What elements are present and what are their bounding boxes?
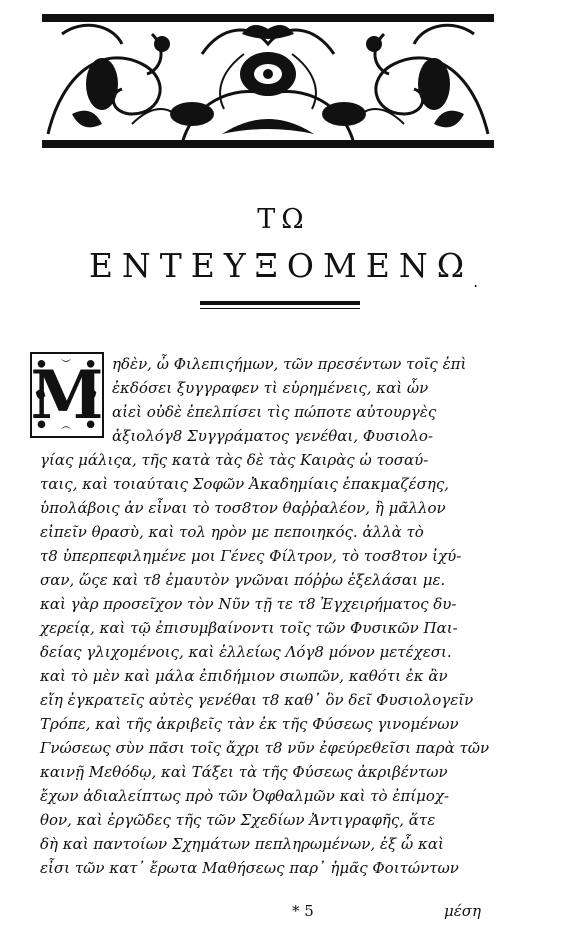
text-line-indented bbox=[112, 400, 488, 424]
text-line: δείας γλιχομένοις, καὶ ἑλλείως Λόγ8 μόνον μετέχεσι. bbox=[40, 643, 452, 661]
text-line: χερείᾳ, καὶ τῷ ἐπισυμβαίνοντι τοῖς τῶν Φυσικῶν Παι- bbox=[40, 619, 458, 637]
text-line: εἶσι τῶν κατ᾽ ἔρωτα Μαθήσεως παρ᾽ ἡμᾶς Φοιτώντων bbox=[40, 859, 459, 877]
heading-rule-thick bbox=[200, 301, 360, 305]
page-footer bbox=[0, 902, 567, 926]
text-line-full bbox=[40, 544, 490, 568]
text-line: καὶ γὰρ προσεῖχον τὸν Νῦν τῇ τε τ8 Ἐγχειρήματος δυ- bbox=[40, 595, 457, 613]
text-line: καινῇ Μεθόδῳ, καὶ Τάξει τὰ τῆς Φύσεως ἀκριβέντων bbox=[40, 763, 448, 781]
text-line: Γνώσεως σὺν πᾶσι τοῖς ἄχρι τ8 νῦν ἐφεύρεθεῖσι παρὰ τῶν bbox=[40, 739, 490, 757]
text-line: ἀξιολόγ8 Συγγράματος γενέθαι, Φυσιολο- bbox=[112, 427, 434, 445]
text-line: ἔχων ἀδιαλείπτως πρὸ τῶν Ὀφθαλμῶν καὶ τὸ ἐπίμοχ- bbox=[40, 787, 450, 805]
text-line: θον, καὶ ἐργῶδες τῆς τῶν Σχεδίων Ἀντιγραφῆς, ἅτε bbox=[40, 811, 436, 829]
text-line: εἰπεῖν θρασὺ, καὶ τολ ηρὸν με πεποιηκός. ἀλλὰ τὸ bbox=[40, 523, 424, 541]
text-line-indented bbox=[112, 376, 488, 400]
text-line-full bbox=[40, 472, 490, 496]
text-line: εἴη ἐγκρατεῖς αὐτὲς γενέθαι τ8 καθ᾽ ὃν δεῖ Φυσιολογεῖν bbox=[40, 691, 474, 709]
heading-rule-thin bbox=[200, 308, 360, 309]
text-line-full bbox=[40, 736, 490, 760]
text-line: ἐκδόσει ξυγγραφεν τὶ εὑρημένεις, καὶ ὧν bbox=[112, 379, 429, 397]
heading-rule bbox=[200, 298, 360, 312]
text-line: σαν, ὥςε καὶ τ8 ἐμαυτὸν γνῶναι πόῤῥω ἐξελάσαι με. bbox=[40, 571, 446, 589]
signature-mark: * 5 bbox=[292, 902, 314, 920]
text-line: Τρόπε, καὶ τῆς ἀκριβεῖς τὰν ἐκ τῆς Φύσεως γινομένων bbox=[40, 715, 459, 733]
text-line: ηδὲν, ὦ Φιλεπιςήμων, τῶν πρεσέντων τοῖς ἐπὶ bbox=[112, 355, 467, 373]
initial-letter: M bbox=[30, 356, 104, 434]
decorated-initial bbox=[30, 352, 104, 438]
text-line: τ8 ὑπερπεφιλημένε μοι Γένες Φίλτρον, τὸ τοσ8τον ἰχύ- bbox=[40, 547, 462, 565]
text-line-full bbox=[40, 448, 490, 472]
heading-small bbox=[0, 204, 567, 235]
text-line-indented bbox=[112, 352, 488, 376]
headpiece-ornament bbox=[42, 14, 494, 148]
text-line-full bbox=[40, 640, 490, 664]
text-line-full bbox=[40, 496, 490, 520]
text-line-full bbox=[40, 592, 490, 616]
text-line: αἰεὶ οὐδὲ ἐπελπίσει τὶς πώποτε αὐτουργὲς bbox=[112, 403, 437, 421]
text-line-full bbox=[40, 616, 490, 640]
text-line-full bbox=[40, 688, 490, 712]
text-line-indented bbox=[112, 424, 488, 448]
text-line-full bbox=[40, 784, 490, 808]
headpiece-ornament-graphic bbox=[42, 14, 494, 148]
heading-large-mark: . bbox=[473, 272, 479, 291]
text-line-full bbox=[40, 664, 490, 688]
text-line: ταις, καὶ τοιαύταις Σοφῶν Ἀκαδημίαις ἐπακμαζέσης, bbox=[40, 475, 450, 493]
text-line-full bbox=[40, 856, 490, 880]
text-line: γίας μάλιςα, τῆς κατὰ τὰς δὲ τὰς Καιρὰς ὠ τοσαύ- bbox=[40, 451, 429, 469]
text-line-full bbox=[40, 568, 490, 592]
heading-large-text: ΕΝΤΕΥΞΟΜΕΝΩ bbox=[88, 246, 474, 285]
text-line-full bbox=[40, 832, 490, 856]
text-line-full bbox=[40, 808, 490, 832]
text-line: δὴ καὶ παντοίων Σχημάτων πεπληρωμένων, ἐξ ὧ καὶ bbox=[40, 835, 444, 853]
text-line: καὶ τὸ μὲν καὶ μάλα ἐπιδήμιον σιωπῶν, καθότι ἐκ ἂν bbox=[40, 667, 448, 685]
text-line-full bbox=[40, 760, 490, 784]
text-line-full bbox=[40, 520, 490, 544]
text-line-full bbox=[40, 712, 490, 736]
text-line: ὑπολάβοις ἀν εἶναι τὸ τοσ8τον θαῤῥαλέον, ἢ μᾶλλον bbox=[40, 499, 446, 517]
catchword: μέση bbox=[444, 902, 482, 920]
heading-large bbox=[0, 246, 567, 291]
heading-small-text: ΤΩ bbox=[257, 204, 310, 235]
